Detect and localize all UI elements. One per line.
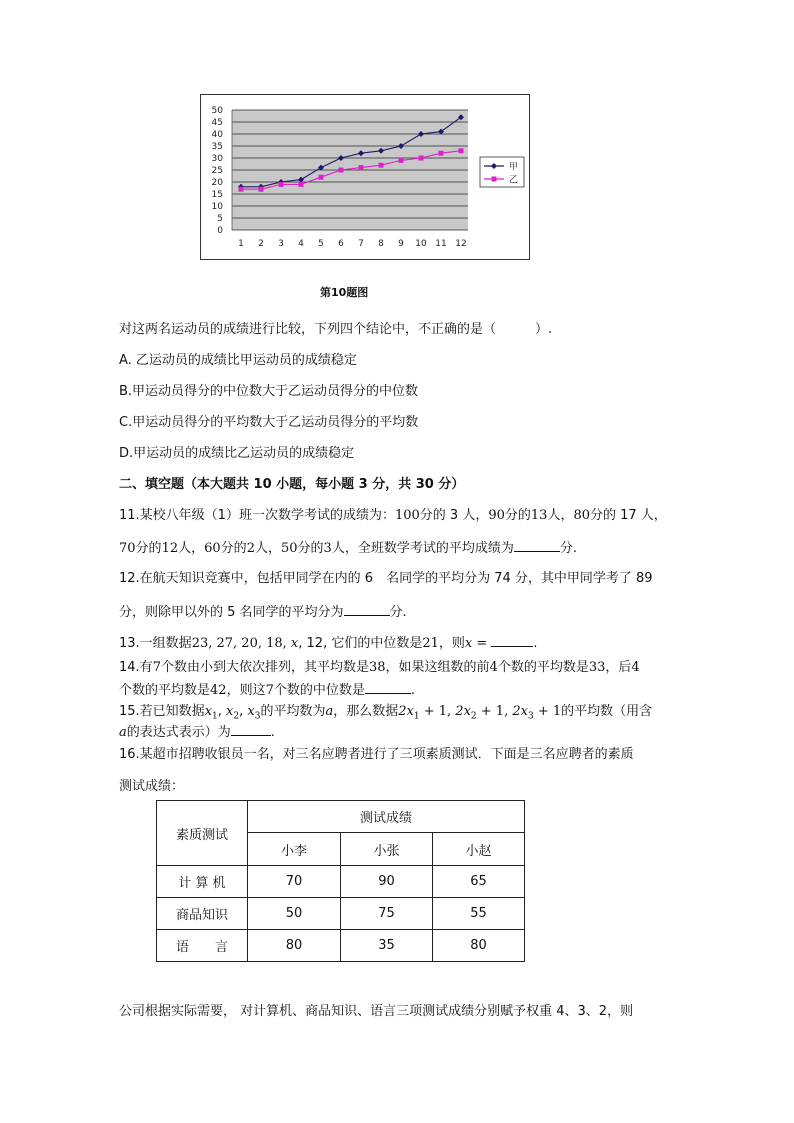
q16-line2: 测试成绩： [119,779,185,794]
q14-line2: 个数的平均数是42，则这7个数的中位数是 . [119,680,415,700]
q12-line1: 12.在航天知识竞赛中，包括甲同学在内的 6 名同学的平均分为 74 分，其中甲同学考了 89 [119,571,653,586]
y-tick-label: 50 [211,106,223,116]
y-tick-label: 40 [211,130,223,140]
answer-blank [514,538,560,552]
q14-line1: 14.有7个数由小到大依次排列，其平均数是38，如果这组数的前4个数的平均数是33，后4 [119,660,640,675]
score-cell: 75 [341,898,433,930]
answer-blank [231,722,271,736]
table-row [157,866,525,898]
legend-label: 甲 [509,162,519,173]
q15-line2: a的表达式表示）为 . [119,722,275,742]
x-tick-label: 9 [398,239,404,249]
item-cell: 语 言 [157,930,248,962]
y-tick-label: 30 [211,154,223,164]
y-tick-label: 5 [217,214,223,224]
score-cell: 90 [341,866,433,898]
x-tick-label: 2 [258,239,264,249]
group-header-cell: 测试成绩 [248,801,525,833]
data-point [279,182,284,187]
y-tick-label: 20 [211,178,223,188]
item-cell: 商品知识 [157,898,248,930]
y-tick-label: 15 [211,190,223,200]
candidate-header: 小张 [341,833,433,866]
answer-blank [365,680,411,694]
figure-caption: 第10题图 [320,286,369,299]
q10-option-a: A. 乙运动员的成绩比甲运动员的成绩稳定 [119,353,357,368]
q11-line2: 70分的12人，60分的2人，50分的3人，全班数学考试的平均成绩为 分. [119,538,577,558]
q10-option-d: D.甲运动员的成绩比乙运动员的成绩稳定 [119,446,355,461]
score-cell: 55 [433,898,525,930]
y-tick-label: 0 [217,226,223,236]
chart-frame [200,94,530,260]
x-tick-label: 3 [278,239,284,249]
y-tick-label: 35 [211,142,223,152]
score-cell: 50 [248,898,341,930]
q13-line: 13.一组数据23, 27, 20, 18, x, 12, 它们的中位数是21，则x = . [119,633,538,653]
data-point [459,148,464,153]
row-header-cell: 素质测试 [157,801,248,866]
q16-line1: 16.某超市招聘收银员一名，对三名应聘者进行了三项素质测试．下面是三名应聘者的素质 [119,747,634,762]
section-2-heading: 二、填空题（本大题共 10 小题，每小题 3 分，共 30 分） [119,477,465,492]
answer-blank [344,602,390,616]
y-tick-label: 45 [211,118,223,128]
score-cell: 65 [433,866,525,898]
score-cell: 80 [433,930,525,962]
data-point [419,156,424,161]
data-point [319,175,324,180]
x-tick-label: 10 [415,239,427,249]
answer-blank [491,633,533,647]
q15-line1: 15.若已知数据$x_1$, $x_2$, $x_3$的平均数为a，那么数据$2x_1 + 1$, $2x_2 + 1$, $2x_3 + 1$的平均数（用含 [119,704,653,722]
data-point [359,165,364,170]
line-chart [201,95,529,259]
x-tick-label: 11 [435,239,447,249]
data-point [379,163,384,168]
x-tick-label: 12 [455,239,467,249]
candidate-header: 小赵 [433,833,525,866]
q10-option-b: B.甲运动员得分的中位数大于乙运动员得分的中位数 [119,384,419,399]
legend-marker [492,177,497,182]
data-point [259,187,264,192]
legend-label: 乙 [509,175,519,186]
item-cell: 计 算 机 [157,866,248,898]
q10-stem: 对这两名运动员的成绩进行比较，下列四个结论中，不正确的是（ ）. [119,322,553,337]
data-point [299,182,304,187]
y-tick-label: 10 [211,202,223,212]
q11-line1: 11.某校八年级（1）班一次数学考试的成绩为：100分的 3 人，90分的13人，80分的 17 人， [119,508,667,523]
data-point [339,168,344,173]
table-row [157,898,525,930]
x-tick-label: 4 [298,239,304,249]
x-tick-label: 7 [358,239,364,249]
score-cell: 70 [248,866,341,898]
x-tick-label: 8 [378,239,384,249]
score-table [156,800,525,962]
data-point [399,158,404,163]
candidate-header: 小李 [248,833,341,866]
x-tick-label: 1 [238,239,244,249]
table-row [157,930,525,962]
score-cell: 80 [248,930,341,962]
score-cell: 35 [341,930,433,962]
y-tick-label: 25 [211,166,223,176]
q10-option-c: C.甲运动员得分的平均数大于乙运动员得分的平均数 [119,415,419,430]
x-tick-label: 5 [318,239,324,249]
data-point [239,187,244,192]
q16-after-table: 公司根据实际需要， 对计算机、商品知识、语言三项测试成绩分别赋予权重 4、3、2，则 [119,1004,634,1019]
data-point [439,151,444,156]
x-tick-label: 6 [338,239,344,249]
q12-line2: 分，则除甲以外的 5 名同学的平均分为 分. [119,602,407,622]
